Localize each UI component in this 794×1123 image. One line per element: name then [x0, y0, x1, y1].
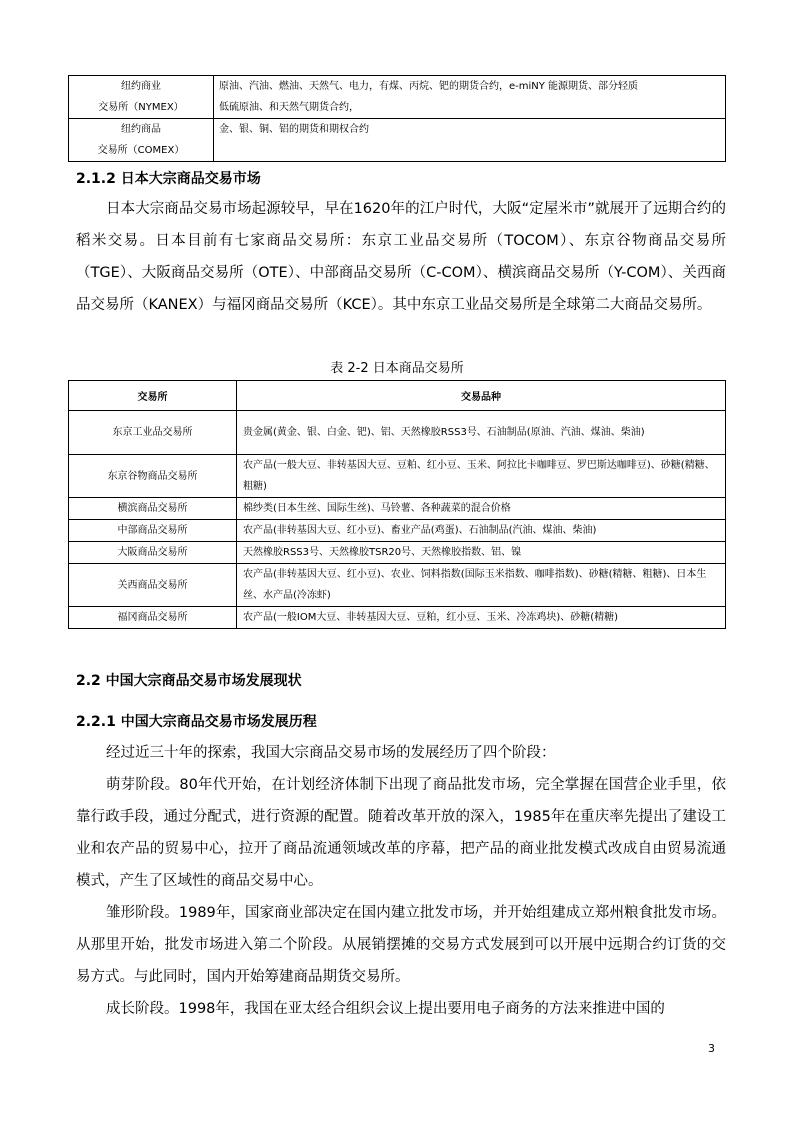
page-number: 3	[708, 1042, 715, 1055]
table-caption: 表 2-2 日本商品交易所	[330, 361, 464, 376]
exchange-name-cell: 东京工业品交易所	[69, 411, 237, 455]
products-cell: 农产品(非转基因大豆、红小豆)、农业、饲料指数(国际玉米指数、咖啡指数)、砂糖(精糖、粗糖)、日本生丝、水产品(冷冻虾)	[237, 564, 726, 607]
table-row	[69, 411, 726, 455]
section-heading-2-2: 2.2 中国大宗商品交易市场发展现状	[76, 673, 302, 689]
products-line: 原油、汽油、燃油、天然气、电力，有煤、丙烷、钯的期货合约，e-miNY 能源期货、部分轻质	[219, 81, 639, 92]
exchange-name-cell	[69, 76, 214, 119]
products-cell	[214, 76, 726, 119]
exchange-name-cell: 福冈商品交易所	[69, 607, 237, 629]
us-exchange-table	[68, 75, 726, 162]
products-line: 金、银、铜、铝的期货和期权合约	[219, 124, 369, 135]
japan-exchange-table	[68, 380, 726, 629]
exchange-name-cell: 中部商品交易所	[69, 520, 237, 542]
products-line: 低硫原油、和天然气期货合约，	[219, 102, 359, 113]
table-row	[69, 520, 726, 542]
exchange-name-cell	[69, 119, 214, 162]
products-cell: 天然橡胶RSS3号、天然橡胶TSR20号、天然橡胶指数、铝、镍	[237, 542, 726, 564]
column-header: 交易品种	[237, 381, 726, 411]
products-cell: 农产品(一般大豆、非转基因大豆、豆粕、红小豆、玉米、阿拉比卡咖啡豆、罗巴斯达咖啡豆)、砂糖(精糖、粗糖)	[237, 455, 726, 498]
products-cell: 贵金属(黄金、银、白金、钯)、铝、天然橡胶RSS3号、石油制品(原油、汽油、煤油、柴油)	[237, 411, 726, 455]
table-row	[69, 119, 726, 162]
table-row	[69, 455, 726, 498]
exchange-name-line: 纽约商品	[121, 124, 161, 135]
paragraph-sprout-stage: 萌芽阶段。80年代开始，在计划经济体制下出现了商品批发市场，完全掌握在国营企业手里，依靠行政手段，通过分配式，进行资源的配置。随着改革开放的深入，1985年在重庆率先提出了建设工业和农产品的贸易中心，拉开了商品流通领域改革的序幕，把产品的商业批发模式改成自由贸易流通模式，产生了区域性的商品交易中心。	[76, 777, 726, 889]
products-cell: 农产品(非转基因大豆、红小豆)、畜业产品(鸡蛋)、石油制品(汽油、煤油、柴油)	[237, 520, 726, 542]
table-header-row	[69, 381, 726, 411]
section-heading-2-2-1: 2.2.1 中国大宗商品交易市场发展历程	[76, 714, 317, 730]
paragraph-japan-market: 日本大宗商品交易市场起源较早，早在1620年的江户时代，大阪“定屋米市”就展开了远期合约的稻米交易。日本目前有七家商品交易所：东京工业品交易所（TOCOM）、东京谷物商品交易所（TGE）、大阪商品交易所（OTE）、中部商品交易所（C-COM）、横滨商品交易所（Y-COM）、关西商品交易所（KANEX）与福冈商品交易所（KCE）。其中东京工业品交易所是全球第二大商品交易所。	[76, 201, 726, 313]
exchange-name-line: 交易所（COMEX）	[97, 145, 185, 156]
table-row	[69, 564, 726, 607]
paragraph-growth-stage: 成长阶段。1998年，我国在亚太经合组织会议上提出要用电子商务的方法来推进中国的	[106, 1001, 665, 1017]
products-cell: 农产品(一般IOM大豆、非转基因大豆、豆粕，红小豆、玉米、冷冻鸡块)、砂糖(精糖)	[237, 607, 726, 629]
section-heading-2-1-2: 2.1.2 日本大宗商品交易市场	[76, 171, 261, 187]
table-row	[69, 498, 726, 520]
paragraph-embryo-stage: 雏形阶段。1989年，国家商业部决定在国内建立批发市场，并开始组建成立郑州粮食批发市场。从那里开始，批发市场进入第二个阶段。从展销摆摊的交易方式发展到可以开展中远期合约订货的交易方式。与此同时，国内开始筹建商品期货交易所。	[76, 905, 726, 985]
exchange-name-cell: 关西商品交易所	[69, 564, 237, 607]
table-row	[69, 607, 726, 629]
exchange-name-cell: 大阪商品交易所	[69, 542, 237, 564]
exchange-name-cell: 东京谷物商品交易所	[69, 455, 237, 498]
exchange-name-cell: 横滨商品交易所	[69, 498, 237, 520]
products-cell: 棉纱类(日本生丝、国际生丝)、马铃薯、各种蔬菜的混合价格	[237, 498, 726, 520]
products-cell	[214, 119, 726, 162]
exchange-name-line: 纽约商业	[121, 81, 161, 92]
paragraph-intro: 经过近三十年的探索，我国大宗商品交易市场的发展经历了四个阶段：	[106, 745, 556, 761]
table-row	[69, 542, 726, 564]
table-row	[69, 76, 726, 119]
column-header: 交易所	[69, 381, 237, 411]
exchange-name-line: 交易所（NYMEX）	[98, 102, 184, 113]
